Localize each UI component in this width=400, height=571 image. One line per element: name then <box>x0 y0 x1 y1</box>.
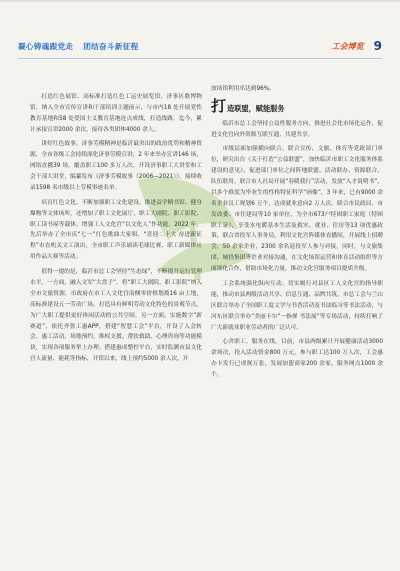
magazine-logo: 工会博览 <box>331 41 364 51</box>
top-rule <box>0 0 400 2</box>
paragraph: 值得一提的是，临沂市总工会坚持“生态绿”，不断提升运行管理水平。一方面，融入文军“大盘子”，将“职工大剧院、职工影院”纳入全市文旅资源，市政府在市工人文化宫南侧零价格划拨16 亩土地，高标准建设五一劳动广场，打造具有鲜明劳动文化特色的景观节点，为广大职工提供更好休闲活动的公共空间。另一方面，实施数字“新赛道”，依托齐鲁工惠APP，搭建“智慧工会”平台，开设了入会转会、惠工活动、场地预约、维权支援、帮扶救助、心理咨询等功能模块，实现各项服务掌上办理。搭建惠成整控平台，实时监测市县文化宫人流量、能耗等指标，开馆以来，线上预约5000 余人次，开 <box>30 268 202 363</box>
header-title <box>18 41 139 52</box>
page-header <box>18 38 382 54</box>
header-divider <box>18 58 382 59</box>
continued-text: 放场馆利用率达到96%。 <box>211 86 275 92</box>
paragraph: 讲好红色故事。济事劳模精神是临沂最突出的政治优势和精神资源，全市各级工会持续深化济事劳模宣讲，2 年来举办宣讲146 场，网络直播39 场，覆盖职工100 多万人次。开设济事职工大讲堂和工会干部大讲堂，编纂发布《济事劳模故事（2006—2021）》，接续收录1598 名市级以上劳模事迹名单。 <box>30 141 202 192</box>
page-number: 9 <box>373 39 382 53</box>
section-heading-initial: 打 <box>211 96 227 115</box>
header-right <box>332 39 382 53</box>
header-title-left: 凝心铸魂跟党走 <box>18 41 74 51</box>
paragraph: 心舍职工。服务在线，目前，市县两级累计开展健康活动3000 余场次，投入活动资金800 万元，参与职工达100 万人次，工会惠办卡发行已成规万张，发展加盟商家200 余家，服务网点1000 余个。 <box>211 339 383 378</box>
paragraph: 临沂市总工会坚持公益性服务方向，推进社会化市场化运作，促进文化宫向外资源互联互通、共建共享。 <box>211 120 383 138</box>
section-heading-text: 造联盟，赋能服务 <box>227 103 285 113</box>
left-column <box>30 92 202 369</box>
right-column <box>211 84 383 385</box>
paragraph: 培育红色文化。不断加强职工文化建设，推进益学精书馆、健身爆物等文体场所，还增加了职工文化展厅，职工大剧院、职工影院、职工读书屋等载体，增强工人文化宫“以文化人”作功能。2022 年，先后举办了全市庆“七一”红色歌曲大家唱、“喜迎二十大 奋进新征程”市直机关文工演出，全市职工声乐诵读毛球比赛、职工新媒体应用作品大赛等活动。 <box>30 199 202 261</box>
paragraph: 打造红色展馆。高标准打造红色工运史展览馆、济事区歌博物馆，纳入全市宣传宣讲和干部培训主题前示，与市内18 处开展党性教育基地和58 处爱国主义教育基地连点成线，打造线路。迄今，累计承接宣讲2000 余次，接待各类团体4000 余人。 <box>30 94 202 133</box>
section-heading <box>211 96 383 115</box>
header-title-right: 团结奋斗新征程 <box>83 41 139 51</box>
paragraph: 市级层面加强横向联合。联合宣传、文旅、体育等党政部门单位，研究出台《关于打造“公益联盟”，加快临沂市职工文化服务体系建设的意见》，促进部门单位之间阵地联盟、活动联办、资源联合、队伍联用。联合市人社局开展“春暖我行”活动，发放“入才说明书”，以多个维度为毕业生的性格特征科学“画像”，3 年来，已有9000 余名企业员工规划6 万个，达成就业意向2 万人次。联合市民政局、市发改委、市住建局等10 家单位，为全市673户特困职工家庭（特困职工证），享受水电暖基本生活及救灾、就业、住房等13 项优惠政策。联合省投军人事务局，利用文化宫阵媒体直播间，开展线上招聘会，50 余家企业，2300 余名退役军人参与对接。同时，与文旅集团、城投集团等企业对接沟通，在文化场馆运营和体育活动组织等方面深化合作，借助市场化力量，推动文化宫服务项目提质升级。 <box>211 146 383 273</box>
paragraph: 工会系统强化纵向互动。切实履行对县区工人文化宫的指导职能，推动市县两级活动共享、信息互通、品牌共筑。市总工会与兰山区联合举办了全国职工度文学与书香活动及书法临习等书法活动，与河东区联合举办“美丽卡尔”一指禅 书法展“等专场活动，持续打响了广大新就业职业劳动者的广泛认可。 <box>211 280 383 331</box>
